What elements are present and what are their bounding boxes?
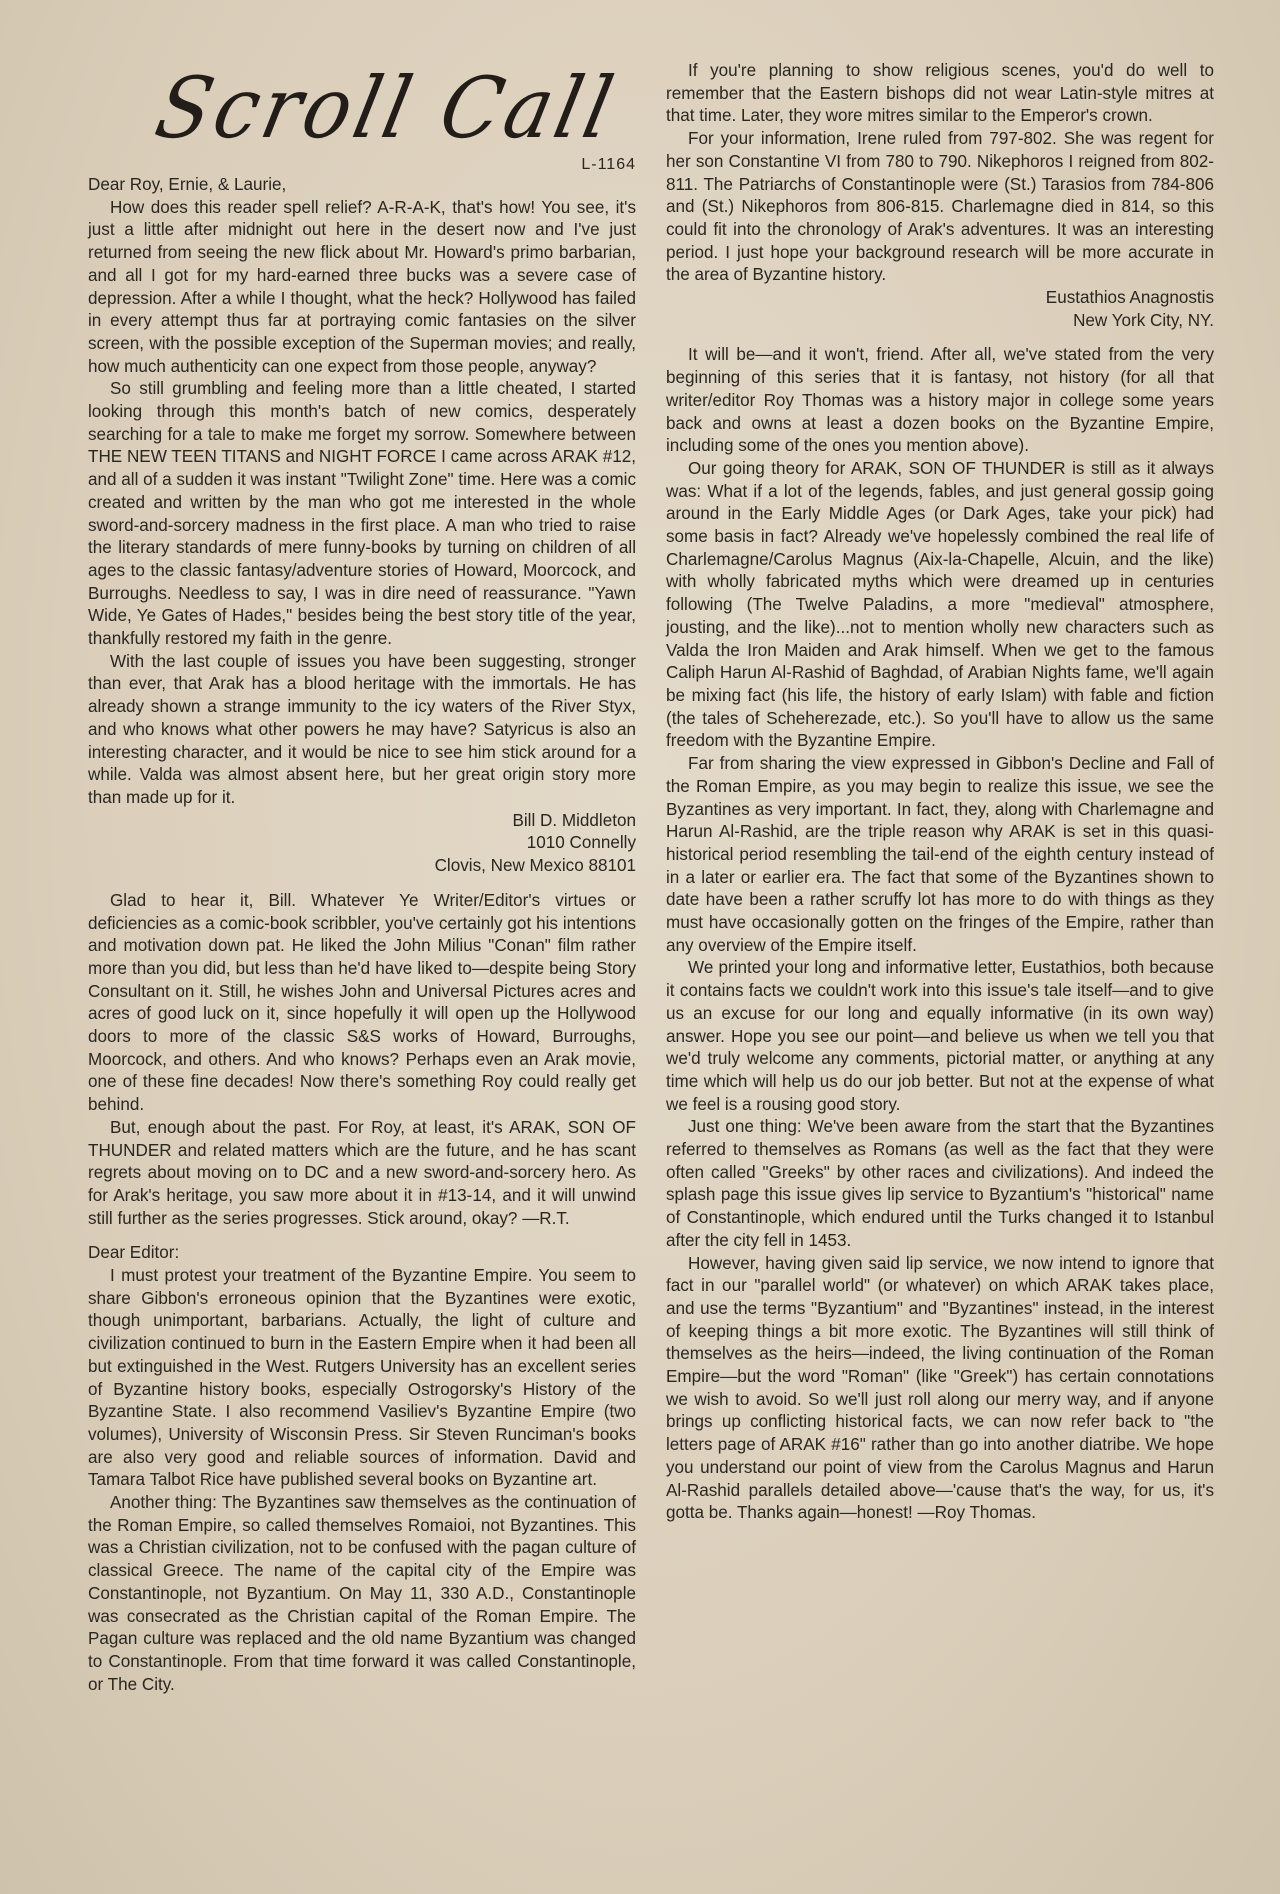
reply2-paragraph: Our going theory for ARAK, SON OF THUNDER is still as it always was: What if a lot of the legends, fables, and just general gossip going around in the Early Middle Ages (or Dark Ages, take your pick) had some basis in fact? Already we've hopelessly combined the real life of Charlemagne/Carolus Magnus (Aix-la-Chapelle, Alcuin, and the like) with wholly fabricated myths which were dreamed up in centuries following (The Twelve Paladins, a more "medieval" atmosphere, jousting, and the like)...not to mention wholly new characters such as Valda the Iron Maiden and Arak himself. When we get to the famous Caliph Harun Al-Rashid of Baghdad, of Arabian Nights fame, we'll again be mixing fact (his life, the history of early Islam) with fable and fiction (the tales of Scheherezade, etc.). So you'll have to allow us the same freedom with the Byzantine Empire. — [666, 458, 1214, 751]
letter2-paragraph: I must protest your treatment of the Byzantine Empire. You seem to share Gibbon's erroneous opinion that the Byzantines were exotic, though unimportant, barbarians. Actually, the light of culture and civilization continued to burn in the Eastern Empire when it had been all but extinguished in the West. Rutgers University has an excellent series of Byzantine history books, especially Ostrogorsky's History of the Byzantine State. I also recommend Vasiliev's Byzantine Empire (two volumes), University of Wisconsin Press. Sir Steven Runciman's books are also very good and reliable sources of information. David and Tamara Talbot Rice have published several books on Byzantine art. — [88, 1266, 636, 1490]
letter2-signature-name: Eustathios Anagnostis — [1045, 288, 1214, 308]
reply1-paragraph: Glad to hear it, Bill. Whatever Ye Writer/Editor's virtues or deficiencies as a comic-book scribbler, you've certainly got his intentions and motivation down pat. He liked the John Milius "Conan" film rather more than you did, but less than he'd have liked to—despite being Story Consultant on it. Still, he wishes John and Universal Pictures acres and acres of good luck on it, since hopefully it will open up the Hollywood doors to more of the classic S&S works of Howard, Burroughs, Moorcock, and others. And who knows? Perhaps even an Arak movie, one of these fine decades! Now there's something Roy could really get behind. — [88, 890, 636, 1115]
reply2-paragraph: However, having given said lip service, we now intend to ignore that fact in our "parallel world" (or whatever) on which ARAK takes place, and use the terms "Byzantium" and "Byzantines" instead, in the interest of keeping things a bit more exotic. The Byzantines will still think of themselves as the heirs—indeed, the living continuation of the Roman Empire—but the word "Roman" (like "Greek") has certain connotations we wish to avoid. So we'll just roll along our merry way, and if anyone brings up conflicting historical facts, we can now refer back to "the letters page of ARAK #16" rather than go into another diatribe. We hope you understand our point of view from the Carolus Magnus and Harun Al-Rashid parallels detailed above—'cause that's the way, for us, it's gotta be. Thanks again—honest! —Roy Thomas. — [666, 1253, 1214, 1523]
letter1-paragraph: How does this reader spell relief? A-R-A-K, that's how! You see, it's just a little after midnight out here in the desert now and I've just returned from seeing the new flick about Mr. Howard's primo barbarian, and all I got for my hard-earned three bucks was a severe case of depression. After a while I thought, what the heck? Hollywood has failed in every attempt thus far at portraying comic fantasies on the silver screen, with the possible exception of the Superman movies; and really, how much authenticity can one expect from those people, anyway? — [88, 197, 636, 376]
letter2-paragraph: If you're planning to show religious scenes, you'd do well to remember that the Eastern bishops did not wear Latin-style mitres at that time. Later, they wore mitres similar to the Emperor's crown. — [666, 61, 1214, 126]
reply1-paragraph: But, enough about the past. For Roy, at least, it's ARAK, SON OF THUNDER and related matters which are the future, and he has scant regrets about moving on to DC and a new sword-and-sorcery hero. As for Arak's heritage, you saw more about it in #13-14, and it will unwind still further as the series progresses. Stick around, okay? —R.T. — [88, 1117, 636, 1228]
reply2-paragraph: It will be—and it won't, friend. After all, we've stated from the very beginning of this series that it is fantasy, not history (for all that writer/editor Roy Thomas was a history major in college some years back and owns at least a dozen books on the Byzantine Empire, including some of the ones you mention above). — [666, 345, 1214, 456]
reply2-paragraph: Far from sharing the view expressed in Gibbon's Decline and Fall of the Roman Empire, as you may begin to realize this issue, we see the Byzantines as very important. In fact, they, along with Charlemagne and Harun Al-Rashid, are the triple reason why ARAK is set in this quasi-historical period resembling the tail-end of the eighth century instead of in a later or earlier era. The fact that some of the Byzantines shown to date have been a rather scruffy lot has more to do with things as they must have occasionally gotten on the fringes of the Empire, rather than any overview of the Empire itself. — [666, 754, 1214, 955]
letter1-salutation: Dear Roy, Ernie, & Laurie, — [88, 175, 287, 194]
page-code: L-1164 — [581, 156, 636, 173]
letter1-paragraph: With the last couple of issues you have been suggesting, stronger than ever, that Arak has a blood heritage with the immortals. He has already shown a strange immunity to the icy waters of the River Styx, and who knows what other powers he may have? Satyricus is also an interesting character, and it would be nice to see him stick around for a while. Valda was almost absent here, but her great origin story more than made up for it. — [88, 651, 636, 807]
letter2-salutation: Dear Editor: — [88, 1243, 180, 1263]
reply2-paragraph: We printed your long and informative letter, Eustathios, both because it contains facts we couldn't work into this issue's tale itself—and to give us an excuse for our long and equally informative (in its own way) answer. Hope you see our point—and believe us when we tell you that we'd truly welcome any comments, pictorial matter, or anything at any time which will help us do our job better. But not at the expense of what we feel is a rousing good story. — [666, 958, 1214, 1114]
letter1-signature-city: Clovis, New Mexico 88101 — [434, 856, 636, 876]
letter2-paragraph: For your information, Irene ruled from 797-802. She was regent for her son Constantine VI from 780 to 790. Nikephoros I reigned from 802-811. The Patriarchs of Constantinople were (St.) Tarasios from 784-806 and (St.) Nikephoros from 806-815. Charlemagne died in 814, so this could fit into the chronology of Arak's adventures. It was an interesting period. I just hope your background research will be more accurate in the area of Byzantine history. — [666, 129, 1214, 285]
letter1-paragraph: So still grumbling and feeling more than a little cheated, I started looking through this month's batch of new comics, desperately searching for a tale to make me forget my sorrow. Somewhere between THE NEW TEEN TITANS and NIGHT FORCE I came across ARAK #12, and all of a sudden it was instant "Twilight Zone" time. Here was a comic created and written by the man who got me interested in the whole sword-and-sorcery madness in the first place. A man who tried to raise the literary standards of mere funny-books by turning on children of all ages to the classic fantasy/adventure stories of Howard, Moorcock, and Burroughs. Needless to say, I was in dire need of reassurance. "Yawn Wide, Ye Gates of Hades," besides being the best story title of the year, thankfully restored my faith in the genre. — [88, 379, 636, 649]
letter2-paragraph: Another thing: The Byzantines saw themselves as the continuation of the Roman Empire, so called themselves Romaioi, not Byzantines. This was a Christian civilization, not to be confused with the pagan culture of classical Greece. The name of the capital city of the Empire was Constantinople, not Byzantium. On May 11, 330 A.D., Constantinople was consecrated as the Christian capital of the Roman Empire. The Pagan culture was replaced and the old name Byzantium was changed to Constantinople. From that time forward it was called Constantinople, or The City. — [88, 1493, 636, 1694]
page-header — [88, 62, 636, 174]
letter2-signature-city: New York City, NY. — [1073, 310, 1214, 330]
letter1-signature-street: 1010 Connelly — [526, 833, 636, 853]
left-column — [88, 62, 636, 1696]
right-column — [666, 60, 1214, 1525]
page-title: Scroll Call — [147, 60, 625, 158]
reply2-paragraph: Just one thing: We've been aware from the start that the Byzantines referred to themselves as Romans (as well as the fact that they were often called "Greeks" by other races and civilizations). And indeed the splash page this issue gives lip service to Byzantium's "historical" name of Constantinople, which endured until the Turks changed it to Istanbul after the city fell in 1453. — [666, 1117, 1214, 1250]
letter1-signature-name: Bill D. Middleton — [512, 810, 636, 830]
